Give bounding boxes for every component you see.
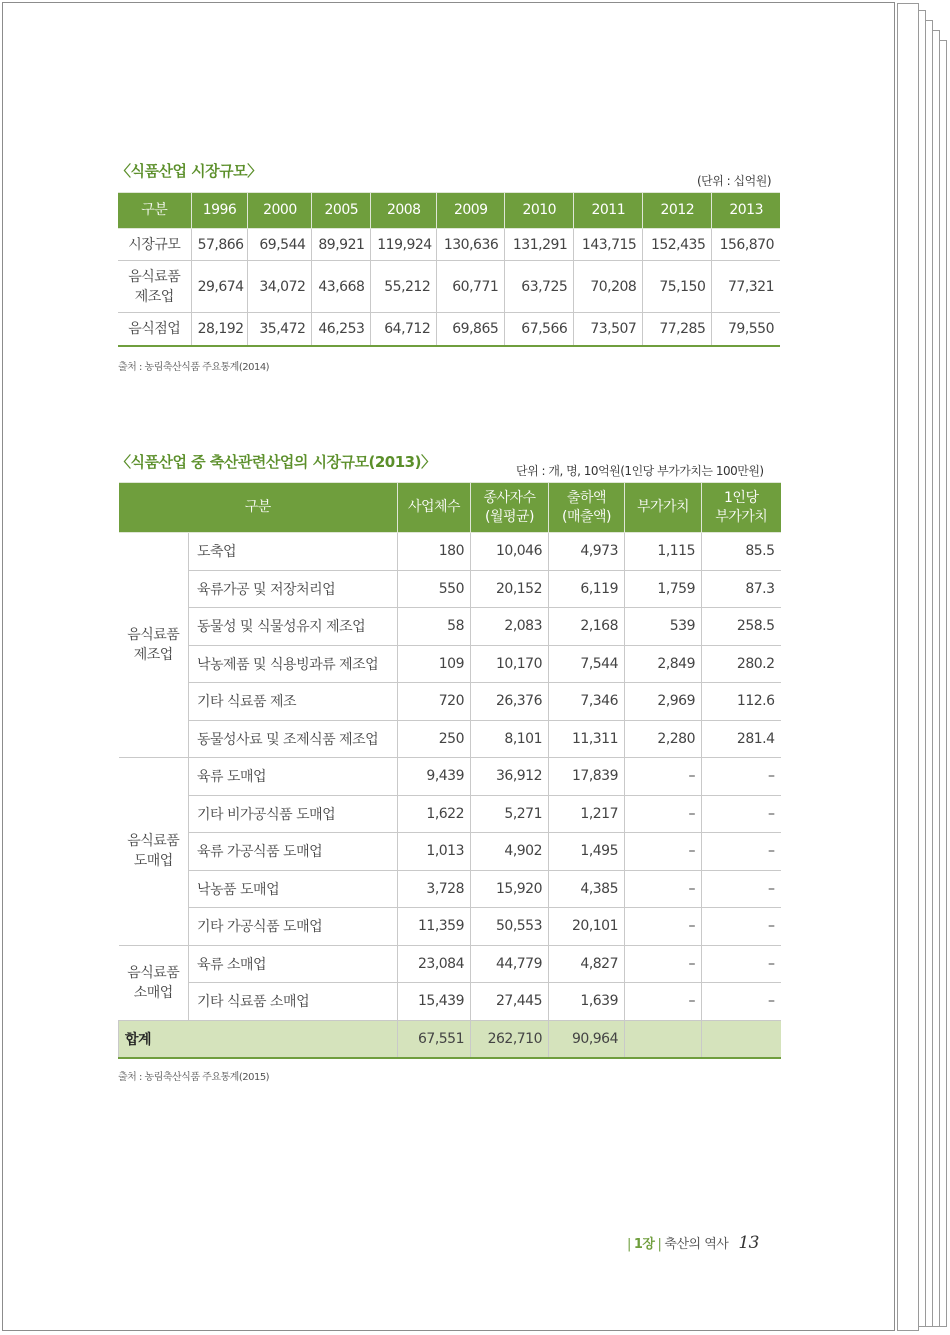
row-label: 시장규모 xyxy=(118,229,191,261)
table2-header-cell xyxy=(471,483,549,533)
table-cell: – xyxy=(702,870,781,908)
table1-title: 〈식품산업 시장규모〉 xyxy=(116,162,262,180)
table1-header-cell: 2013 xyxy=(712,193,780,229)
table2-header-cell xyxy=(702,483,781,533)
industry-label: 육류가공 및 저장처리업 xyxy=(189,570,398,608)
industry-label: 육류 도매업 xyxy=(189,758,398,796)
table-cell: – xyxy=(625,870,702,908)
table-cell: 20,101 xyxy=(549,908,625,946)
table-cell: 4,902 xyxy=(471,833,549,871)
table-cell: 29,674 xyxy=(191,261,248,313)
table-cell: 69,865 xyxy=(437,313,505,346)
table-cell: 27,445 xyxy=(471,983,549,1021)
table-cell: 35,472 xyxy=(248,313,312,346)
header-line: 1인당 xyxy=(724,489,759,506)
table-cell: – xyxy=(702,833,781,871)
table-cell: 36,912 xyxy=(471,758,549,796)
row-label: 음식점업 xyxy=(118,313,191,346)
table2-source: 출처 : 농림축산식품 주요통계(2015) xyxy=(118,1072,270,1083)
table-cell: 1,759 xyxy=(625,570,702,608)
table-cell: 1,639 xyxy=(549,983,625,1021)
table-cell: 89,921 xyxy=(312,229,371,261)
table-cell: 130,636 xyxy=(437,229,505,261)
table2-unit: 단위 : 개, 명, 10억원(1인당 부가가치는 100만원) xyxy=(516,464,764,478)
row-label-line: 제조업 xyxy=(134,288,174,305)
table-row xyxy=(119,683,781,721)
table-cell: 2,849 xyxy=(625,645,702,683)
table1-header-cell: 2008 xyxy=(371,193,437,229)
table-cell: 15,439 xyxy=(398,983,471,1021)
table1-header-cell: 2000 xyxy=(248,193,312,229)
table-cell: 4,973 xyxy=(549,533,625,571)
table1-unit: (단위 : 십억원) xyxy=(697,174,771,188)
table-cell: 8,101 xyxy=(471,720,549,758)
header-line: 출하액 xyxy=(566,489,607,506)
table-cell: 50,553 xyxy=(471,908,549,946)
table-cell: – xyxy=(625,833,702,871)
total-cell: 262,710 xyxy=(471,1020,549,1058)
table-cell: 79,550 xyxy=(712,313,780,346)
table-cell: 17,839 xyxy=(549,758,625,796)
livestock-industry-table xyxy=(118,482,781,1059)
industry-label: 도축업 xyxy=(189,533,398,571)
table-cell: 85.5 xyxy=(702,533,781,571)
industry-label: 기타 식료품 소매업 xyxy=(189,983,398,1021)
table1-header-cell: 2011 xyxy=(574,193,643,229)
industry-label: 동물성 및 식물성유지 제조업 xyxy=(189,608,398,646)
industry-label: 육류 소매업 xyxy=(189,945,398,983)
table-row xyxy=(119,720,781,758)
table2-header-cell: 사업체수 xyxy=(398,483,471,533)
table-cell: 280.2 xyxy=(702,645,781,683)
table-row xyxy=(119,570,781,608)
table-cell: 3,728 xyxy=(398,870,471,908)
table-cell: 2,083 xyxy=(471,608,549,646)
table-cell: – xyxy=(702,795,781,833)
table-row xyxy=(119,945,781,983)
table2-header-cell xyxy=(549,483,625,533)
table-cell: – xyxy=(702,758,781,796)
footer-chapter: 1장 xyxy=(633,1237,655,1252)
table-cell: 6,119 xyxy=(549,570,625,608)
group-label xyxy=(119,533,189,758)
table-cell: 1,495 xyxy=(549,833,625,871)
footer-section: 축산의 역사 xyxy=(664,1237,729,1252)
total-cell: 67,551 xyxy=(398,1020,471,1058)
table-row xyxy=(118,313,780,346)
table-cell: 180 xyxy=(398,533,471,571)
total-label: 합계 xyxy=(119,1020,398,1058)
table1-header-row xyxy=(118,193,780,229)
group-label-line: 음식료품 xyxy=(127,833,180,850)
table-cell: 34,072 xyxy=(248,261,312,313)
group-label-line: 제조업 xyxy=(133,647,173,663)
table-cell: 9,439 xyxy=(398,758,471,796)
table-cell: 20,152 xyxy=(471,570,549,608)
header-line: 부가가치 xyxy=(715,508,768,525)
total-row xyxy=(119,1020,781,1058)
table-cell: 7,544 xyxy=(549,645,625,683)
table-row xyxy=(119,870,781,908)
table-cell: 67,566 xyxy=(505,313,574,346)
table1-header-cell: 구분 xyxy=(118,193,191,229)
total-cell: 90,964 xyxy=(549,1020,625,1058)
table-cell: 43,668 xyxy=(312,261,371,313)
table-cell: 550 xyxy=(398,570,471,608)
row-label-line: 음식료품 xyxy=(128,268,181,285)
table-cell: 28,192 xyxy=(191,313,248,346)
table-cell: 131,291 xyxy=(505,229,574,261)
industry-label: 기타 가공식품 도매업 xyxy=(189,908,398,946)
table1-header-cell: 1996 xyxy=(191,193,248,229)
table-cell: 57,866 xyxy=(191,229,248,261)
table-cell: 87.3 xyxy=(702,570,781,608)
table-cell: 77,285 xyxy=(643,313,712,346)
table-cell: – xyxy=(625,758,702,796)
footer-separator: | xyxy=(657,1237,662,1252)
table-cell: 109 xyxy=(398,645,471,683)
table-row xyxy=(118,229,780,261)
table-cell: 156,870 xyxy=(712,229,780,261)
table2-header-cell: 구분 xyxy=(119,483,398,533)
table-cell: 75,150 xyxy=(643,261,712,313)
header-line: (매출액) xyxy=(562,508,611,525)
table-row xyxy=(119,645,781,683)
industry-label: 동물성사료 및 조제식품 제조업 xyxy=(189,720,398,758)
table-row xyxy=(119,795,781,833)
table-cell: 119,924 xyxy=(371,229,437,261)
table-cell: 7,346 xyxy=(549,683,625,721)
table-cell: 15,920 xyxy=(471,870,549,908)
table-cell: 112.6 xyxy=(702,683,781,721)
table-row xyxy=(119,758,781,796)
table-cell: 64,712 xyxy=(371,313,437,346)
table-cell: 44,779 xyxy=(471,945,549,983)
table-cell: 63,725 xyxy=(505,261,574,313)
page-stack-edge xyxy=(897,3,919,1331)
table-cell: – xyxy=(702,908,781,946)
table1-header-cell: 2012 xyxy=(643,193,712,229)
table-cell: 70,208 xyxy=(574,261,643,313)
table-row xyxy=(119,608,781,646)
industry-label: 낙농제품 및 식용빙과류 제조업 xyxy=(189,645,398,683)
table-cell: 1,115 xyxy=(625,533,702,571)
table-cell: 720 xyxy=(398,683,471,721)
table-cell: 11,359 xyxy=(398,908,471,946)
table-cell: 258.5 xyxy=(702,608,781,646)
page-number: 13 xyxy=(738,1233,759,1253)
table-cell: – xyxy=(702,983,781,1021)
table-cell: 1,217 xyxy=(549,795,625,833)
table-cell: 77,321 xyxy=(712,261,780,313)
table-cell: 539 xyxy=(625,608,702,646)
table1-header-cell: 2009 xyxy=(437,193,505,229)
table-cell: 250 xyxy=(398,720,471,758)
header-line: (월평균) xyxy=(485,508,534,525)
table-cell: 23,084 xyxy=(398,945,471,983)
table-cell: 10,046 xyxy=(471,533,549,571)
table1-source: 출처 : 농림축산식품 주요통계(2014) xyxy=(118,362,270,373)
group-label-line: 소매업 xyxy=(133,984,173,1001)
table-cell: – xyxy=(625,945,702,983)
industry-label: 기타 식료품 제조 xyxy=(189,683,398,721)
group-label-line: 음식료품 xyxy=(127,627,180,643)
table-cell: 4,385 xyxy=(549,870,625,908)
industry-label: 낙농품 도매업 xyxy=(189,870,398,908)
table-cell: 4,827 xyxy=(549,945,625,983)
table-cell: 26,376 xyxy=(471,683,549,721)
total-cell xyxy=(702,1020,781,1058)
table-cell: 60,771 xyxy=(437,261,505,313)
table-row xyxy=(119,833,781,871)
table2-header-cell: 부가가치 xyxy=(625,483,702,533)
table-cell: 11,311 xyxy=(549,720,625,758)
industry-label: 기타 비가공식품 도매업 xyxy=(189,795,398,833)
market-size-table xyxy=(118,192,780,347)
table1-header-cell: 2010 xyxy=(505,193,574,229)
industry-label: 육류 가공식품 도매업 xyxy=(189,833,398,871)
table-cell: 281.4 xyxy=(702,720,781,758)
table-cell: 69,544 xyxy=(248,229,312,261)
table-cell: 143,715 xyxy=(574,229,643,261)
table-cell: 1,622 xyxy=(398,795,471,833)
table-cell: 5,271 xyxy=(471,795,549,833)
table-cell: 2,280 xyxy=(625,720,702,758)
group-label xyxy=(119,945,189,1020)
footer-separator: | xyxy=(627,1237,631,1252)
table-cell: 55,212 xyxy=(371,261,437,313)
table-row xyxy=(119,533,781,571)
table-cell: 58 xyxy=(398,608,471,646)
table-cell: 73,507 xyxy=(574,313,643,346)
total-cell xyxy=(625,1020,702,1058)
table-row xyxy=(119,983,781,1021)
table1-header-cell: 2005 xyxy=(312,193,371,229)
table-cell: 10,170 xyxy=(471,645,549,683)
table-row xyxy=(118,261,780,313)
table-cell: 46,253 xyxy=(312,313,371,346)
group-label xyxy=(119,758,189,946)
row-label xyxy=(118,261,191,313)
table-cell: 2,969 xyxy=(625,683,702,721)
table-cell: – xyxy=(625,795,702,833)
table-cell: – xyxy=(702,945,781,983)
page-footer xyxy=(624,1233,759,1253)
table-cell: 2,168 xyxy=(549,608,625,646)
header-line: 종사자수 xyxy=(483,489,536,506)
table-cell: – xyxy=(625,908,702,946)
table2-header-row xyxy=(119,483,781,533)
table2-title: 〈식품산업 중 축산관련산업의 시장규모(2013)〉 xyxy=(116,453,436,471)
table-cell: 1,013 xyxy=(398,833,471,871)
table-row xyxy=(119,908,781,946)
table-cell: – xyxy=(625,983,702,1021)
group-label-line: 음식료품 xyxy=(127,964,180,981)
table-cell: 152,435 xyxy=(643,229,712,261)
group-label-line: 도매업 xyxy=(133,853,173,870)
